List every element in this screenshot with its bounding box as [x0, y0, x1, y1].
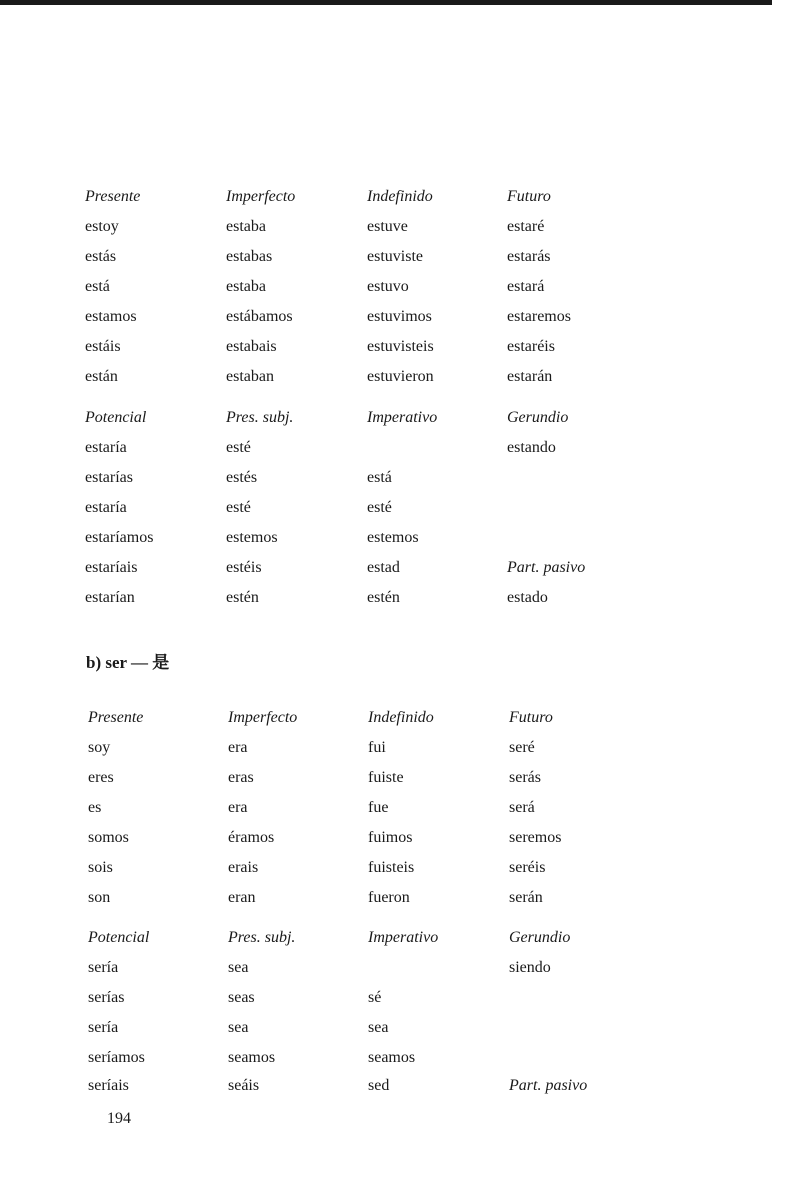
verb-form: sea [368, 1019, 389, 1036]
conjugation-row [0, 217, 798, 247]
column-header: Potencial [85, 409, 147, 426]
header-row [0, 408, 798, 438]
part-pasivo-label: Part. pasivo [509, 1077, 588, 1094]
verb-form: fueron [368, 889, 410, 906]
verb-form: fuisteis [368, 859, 415, 876]
verb-form: son [88, 889, 111, 906]
column-header: Imperativo [368, 929, 439, 946]
verb-form: era [228, 799, 248, 816]
ser-tense-block-1 [0, 708, 798, 906]
column-header: Pres. subj. [226, 409, 294, 426]
column-header: Futuro [507, 188, 551, 205]
verb-form: seamos [368, 1049, 416, 1066]
verb-form: está [367, 469, 392, 486]
verb-form: estamos [85, 308, 137, 325]
verb-form: esté [367, 499, 392, 516]
conjugation-row [0, 307, 798, 337]
verb-form: sé [368, 989, 382, 1006]
header-row [0, 708, 798, 738]
verb-form: estuviste [367, 248, 423, 265]
verb-form: estemos [226, 529, 278, 546]
verb-form: están [85, 368, 118, 385]
conjugation-row [0, 498, 798, 528]
verb-form: estarías [85, 469, 133, 486]
conjugation-row [0, 528, 798, 558]
conjugation-row [0, 738, 798, 768]
header-row [0, 928, 798, 958]
estar-tense-block-1 [0, 187, 798, 385]
page-number: 194 [107, 1110, 131, 1127]
column-header: Imperfecto [228, 709, 298, 726]
verb-form: seríais [88, 1077, 129, 1094]
verb-form: está [85, 278, 110, 295]
verb-form: somos [88, 829, 129, 846]
verb-form: estabais [226, 338, 277, 355]
verb-form: sea [228, 959, 249, 976]
conjugation-row [0, 768, 798, 798]
verb-form: seré [509, 739, 535, 756]
verb-form: estuvieron [367, 368, 434, 385]
verb-form: estarán [507, 368, 553, 385]
verb-form: seáis [228, 1077, 260, 1094]
conjugation-row [0, 828, 798, 858]
verb-form: seríamos [88, 1049, 145, 1066]
verb-form: es [88, 799, 102, 816]
verb-form: estando [507, 439, 556, 456]
verb-form: estéis [226, 559, 262, 576]
conjugation-row [0, 277, 798, 307]
column-header: Presente [88, 709, 144, 726]
verb-form: sería [88, 959, 119, 976]
verb-form: estábamos [226, 308, 293, 325]
conjugation-row [0, 858, 798, 888]
conjugation-row [0, 438, 798, 468]
verb-form: éramos [228, 829, 275, 846]
verb-form: eras [228, 769, 254, 786]
verb-form: seamos [228, 1049, 276, 1066]
verb-form: estáis [85, 338, 121, 355]
conjugation-row [0, 558, 798, 588]
column-header: Futuro [509, 709, 553, 726]
column-header: Presente [85, 188, 141, 205]
conjugation-row [0, 798, 798, 828]
column-header: Gerundio [509, 929, 571, 946]
verb-form: estemos [367, 529, 419, 546]
verb-form: esté [226, 439, 251, 456]
verb-form: serán [509, 889, 543, 906]
verb-form: seréis [509, 859, 546, 876]
column-header: Potencial [88, 929, 150, 946]
conjugation-row [0, 468, 798, 498]
verb-form: estará [507, 278, 545, 295]
verb-form: siendo [509, 959, 551, 976]
verb-form: estaría [85, 439, 127, 456]
verb-form: estaríamos [85, 529, 154, 546]
column-header: Pres. subj. [228, 929, 296, 946]
conjugation-row [0, 247, 798, 277]
header-row [0, 187, 798, 217]
verb-form: estuvimos [367, 308, 432, 325]
verb-form: estaremos [507, 308, 571, 325]
verb-form: estarían [85, 589, 135, 606]
verb-form: eres [88, 769, 114, 786]
verb-form: estad [367, 559, 400, 576]
verb-form: sois [88, 859, 113, 876]
verb-form: estaban [226, 368, 274, 385]
conjugation-row [0, 1076, 798, 1106]
column-header: Indefinido [367, 188, 433, 205]
verb-form: seas [228, 989, 255, 1006]
verb-form: estaba [226, 218, 266, 235]
column-header: Imperfecto [226, 188, 296, 205]
conjugation-row [0, 958, 798, 988]
verb-form: estaba [226, 278, 266, 295]
verb-form: estén [367, 589, 400, 606]
verb-form: serías [88, 989, 125, 1006]
conjugation-row [0, 988, 798, 1018]
verb-form: fui [368, 739, 386, 756]
verb-form: estás [85, 248, 117, 265]
verb-form: estado [507, 589, 548, 606]
estar-tense-block-2 [0, 408, 798, 606]
verb-form: estuvo [367, 278, 409, 295]
conjugation-row [0, 337, 798, 367]
conjugation-row [0, 367, 798, 397]
verb-form: esté [226, 499, 251, 516]
verb-form: estoy [85, 218, 119, 235]
verb-form: estuve [367, 218, 408, 235]
verb-form: eran [228, 889, 256, 906]
verb-form: soy [88, 739, 111, 756]
verb-form: era [228, 739, 248, 756]
column-header: Indefinido [368, 709, 434, 726]
verb-form: fuimos [368, 829, 413, 846]
verb-form: erais [228, 859, 259, 876]
verb-form: estaríais [85, 559, 138, 576]
verb-form: estabas [226, 248, 273, 265]
verb-form: estarás [507, 248, 551, 265]
ser-tense-block-2 [0, 928, 798, 1110]
verb-form: estaréis [507, 338, 555, 355]
verb-form: estuvisteis [367, 338, 434, 355]
section-heading-ser: b) ser — 是 [86, 653, 170, 672]
conjugation-row [0, 1048, 798, 1078]
verb-form: estaré [507, 218, 545, 235]
verb-form: serás [509, 769, 541, 786]
verb-form: sea [228, 1019, 249, 1036]
verb-form: sería [88, 1019, 119, 1036]
verb-form: fuiste [368, 769, 404, 786]
verb-form: seremos [509, 829, 562, 846]
verb-form: estés [226, 469, 258, 486]
column-header: Imperativo [367, 409, 438, 426]
verb-form: sed [368, 1077, 390, 1094]
column-header: Gerundio [507, 409, 569, 426]
conjugation-row [0, 588, 798, 618]
conjugation-row [0, 888, 798, 918]
verb-form: estaría [85, 499, 127, 516]
top-rule [0, 0, 772, 5]
verb-form: será [509, 799, 535, 816]
conjugation-row [0, 1018, 798, 1048]
verb-form: fue [368, 799, 389, 816]
part-pasivo-label: Part. pasivo [507, 559, 586, 576]
verb-form: estén [226, 589, 259, 606]
